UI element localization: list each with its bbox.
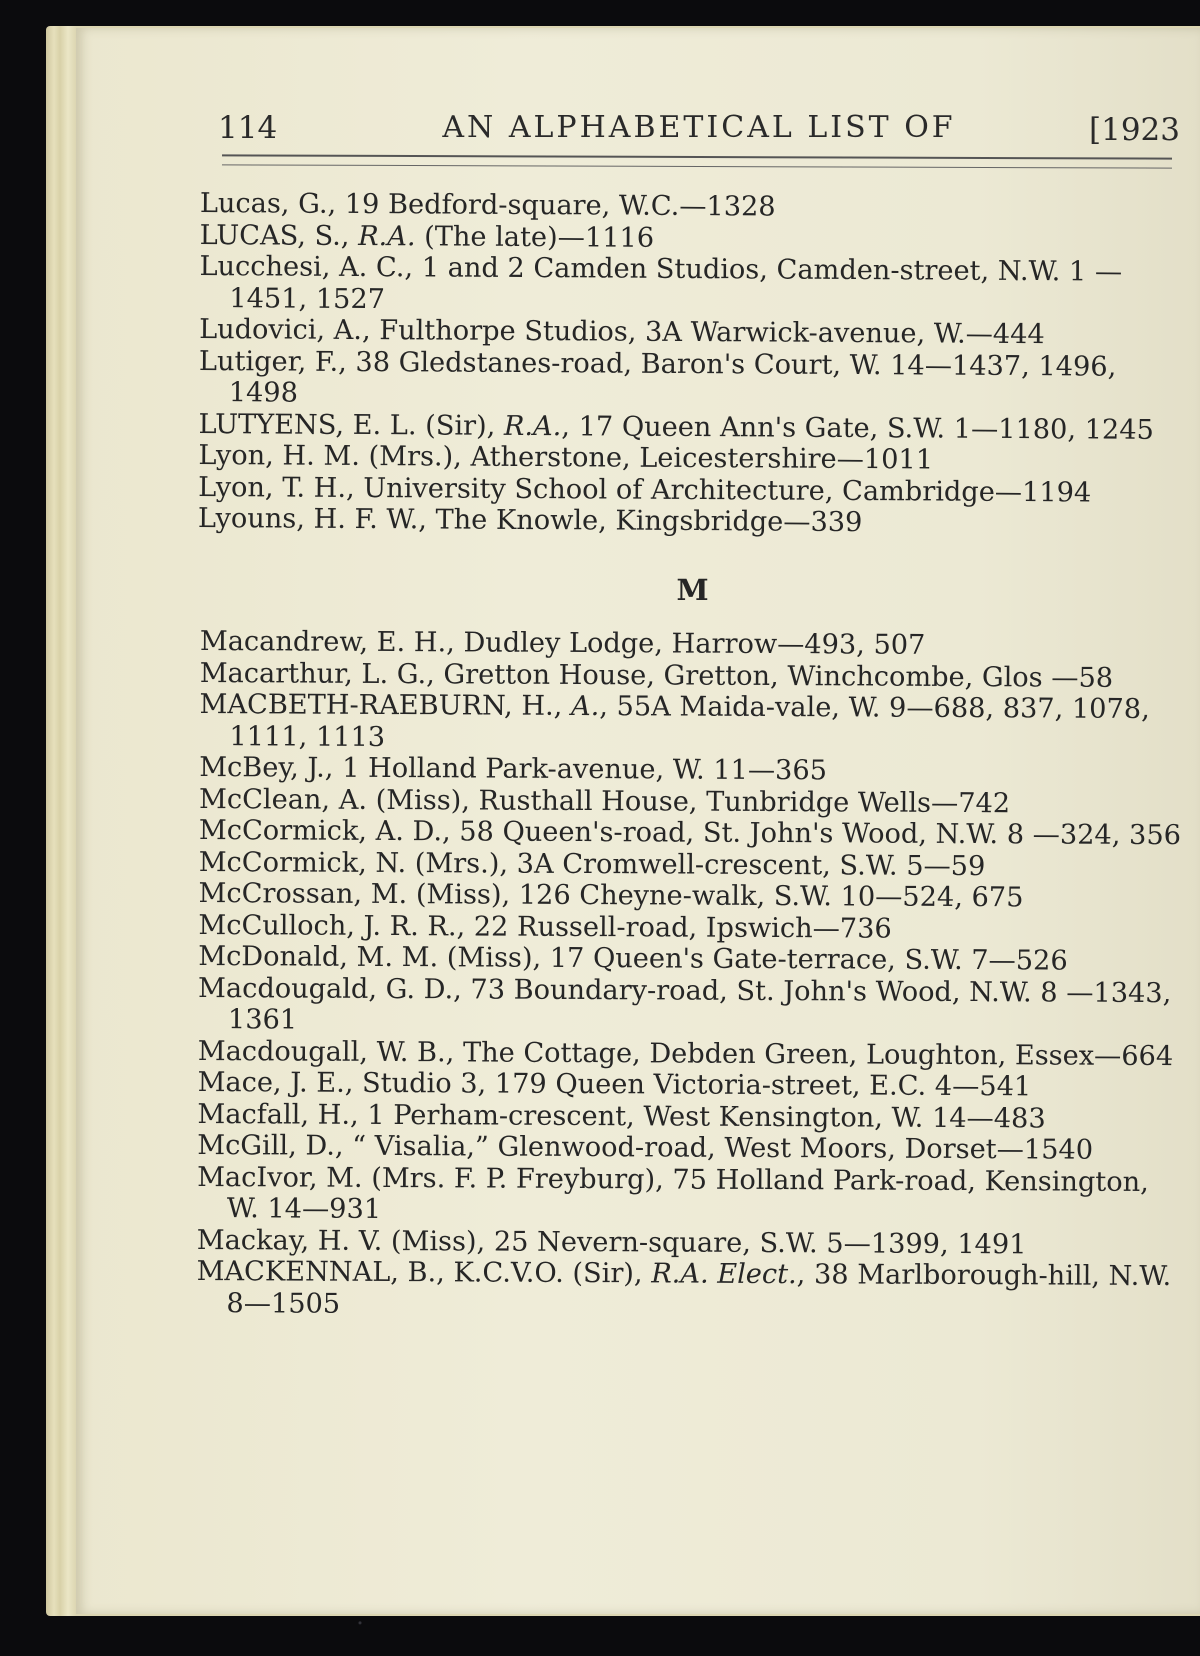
list-item: McCormick, A. D., 58 Queen's-road, St. John's Wood, N.W. 8 —324, 356 <box>198 814 1182 852</box>
section-l <box>198 188 1185 541</box>
list-item: Lutiger, F., 38 Gledstanes-road, Baron's Court, W. 14—1437, 1496, 1498 <box>198 345 1117 409</box>
section-m <box>196 626 1185 1324</box>
list-item: McCrossan, M. (Miss), 126 Cheyne-walk, S.W. 10—524, 675 <box>198 877 1024 914</box>
list-item: Lyouns, H. F. W., The Knowle, Kingsbridge—339 <box>197 502 863 539</box>
list-item: McClean, A. (Miss), Rusthall House, Tunbridge Wells—742 <box>199 783 1011 819</box>
list-item: Macandrew, E. H., Dudley Lodge, Harrow—493, 507 <box>199 626 926 661</box>
list-item: Lyon, T. H., University School of Architecture, Cambridge—1194 <box>198 471 1092 508</box>
list-item: MACBETH-RAEBURN, H., A., 55A Maida-vale, W. 9—688, 837, 1078, 1111, 1113 <box>199 688 1150 753</box>
list-item: McGill, D., “ Visalia,” Glenwood-road, West Moors, Dorset—1540 <box>197 1129 1094 1166</box>
list-item: Macdougald, G. D., 73 Boundary-road, St. John's Wood, N.W. 8 —1343, 1361 <box>198 972 1172 1036</box>
list-item: Mace, J. E., Studio 3, 179 Queen Victoria-street, E.C. 4—541 <box>197 1066 1032 1103</box>
list-item: LUCAS, S., R.A. (The late)—1116 <box>199 219 655 254</box>
running-header <box>218 110 1180 160</box>
directory-listing <box>196 188 1185 1320</box>
list-item: McBey, J., 1 Holland Park-avenue, W. 11—365 <box>199 751 828 787</box>
page-number: 114 <box>218 110 278 146</box>
list-item: Lucas, G., 19 Bedford-square, W.C.—1328 <box>199 188 776 223</box>
list-item: Macfall, H., 1 Perham-crescent, West Kensington, W. 14—483 <box>197 1098 1046 1134</box>
list-item: Lucchesi, A. C., 1 and 2 Camden Studios, Camden-street, N.W. 1 —1451, 1527 <box>199 250 1123 315</box>
list-item: Lyon, H. M. (Mrs.), Atherstone, Leicestershire—1011 <box>198 439 934 476</box>
list-item: LUTYENS, E. L. (Sir), R.A., 17 Queen Ann's Gate, S.W. 1—1180, 1245 <box>198 408 1154 446</box>
list-item: Macdougall, W. B., The Cottage, Debden Green, Loughton, Essex—664 <box>197 1035 1174 1072</box>
list-item: Ludovici, A., Fulthorpe Studios, 3A Warwick-avenue, W.—444 <box>199 313 1045 351</box>
list-item: MacIvor, M. (Mrs. F. P. Freyburg), 75 Holland Park-road, Kensington, W. 14—931 <box>197 1161 1149 1225</box>
list-item: Macarthur, L. G., Gretton House, Gretton, Winchcombe, Glos —58 <box>199 657 1114 694</box>
year-marker: [1923 <box>1089 112 1180 148</box>
list-item: McDonald, M. M. (Miss), 17 Queen's Gate-terrace, S.W. 7—526 <box>198 940 1068 977</box>
list-item: McCormick, N. (Mrs.), 3A Cromwell-crescent, S.W. 5—59 <box>198 846 986 882</box>
list-item: MACKENNAL, B., K.C.V.O. (Sir), R.A. Elect., 38 Marlborough-hill, N.W. 8—1505 <box>196 1255 1172 1320</box>
list-item: McCulloch, J. R. R., 22 Russell-road, Ipswich—736 <box>198 909 892 945</box>
section-letter-heading: M <box>676 572 709 607</box>
list-item: Mackay, H. V. (Miss), 25 Nevern-square, S.W. 5—1399, 1491 <box>196 1224 1027 1260</box>
running-title: AN ALPHABETICAL LIST OF <box>442 110 956 145</box>
